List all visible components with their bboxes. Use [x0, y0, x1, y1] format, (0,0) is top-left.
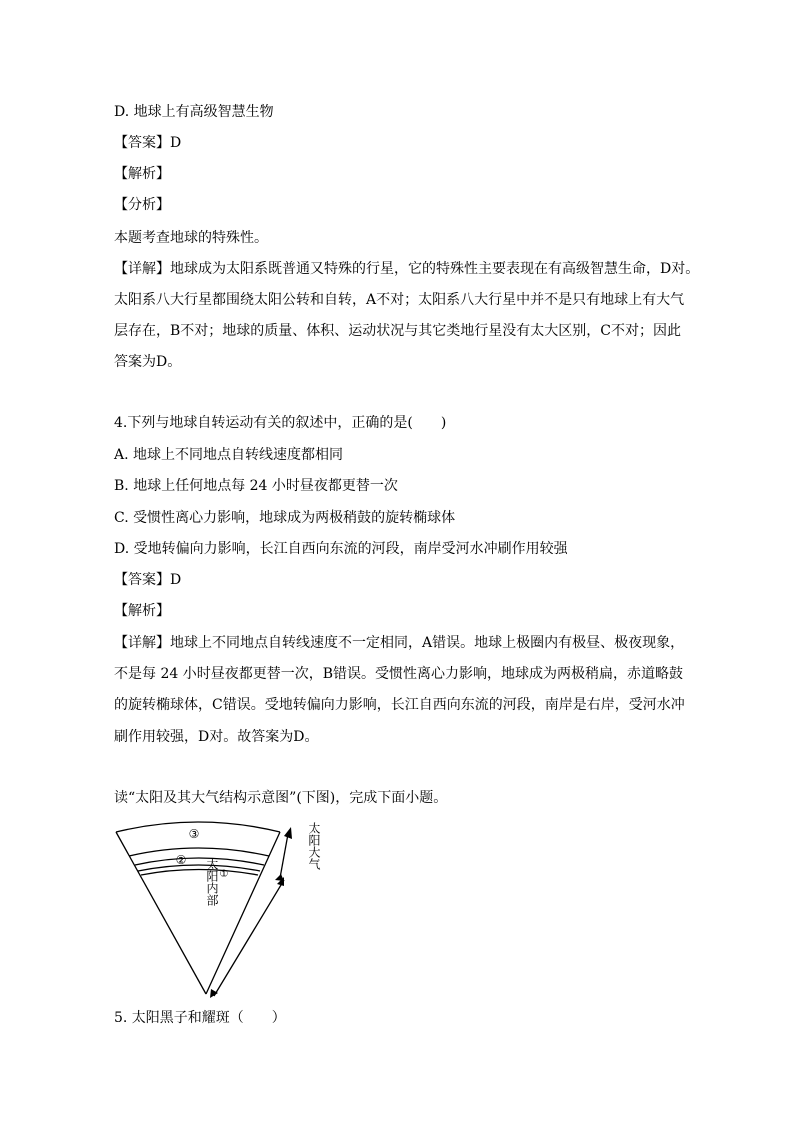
q3-option-d: D. 地球上有高级智慧生物 — [114, 104, 274, 120]
q4-option-a: A. 地球上不同地点自转线速度都相同 — [114, 447, 344, 463]
layer2-label: ② — [175, 853, 187, 867]
arrowhead — [284, 827, 292, 839]
q3-analysis-heading: 【解析】 — [114, 166, 170, 182]
sun-structure-diagram — [108, 812, 338, 1002]
layer-boundary-arc — [129, 848, 269, 856]
q4-detail-line: 的旋转椭球体，C错误。受地转偏向力影响，长江自西向东流的河段，南岸是右岸，受河水冲 — [114, 697, 685, 713]
atmosphere-label: 太阳大气 — [307, 822, 321, 870]
q3-detail-line: 太阳系八大行星都围绕太阳公转和自转，A不对；太阳系八大行星中并不是只有地球上有大气 — [114, 292, 685, 308]
reading-intro: 读“太阳及其大气结构示意图”(下图)，完成下面小题。 — [114, 790, 448, 806]
q4-detail-line: 刷作用较强，D对。故答案为D。 — [114, 729, 319, 745]
q3-detail-line: 答案为D。 — [114, 354, 182, 370]
interior-label: 太阳内部 — [205, 858, 219, 906]
interior-arrow — [214, 880, 284, 996]
q3-answer: 【答案】D — [114, 135, 182, 151]
layer1-label: ① — [219, 869, 229, 880]
q3-detail-line: 层存在，B不对；地球的质量、体积、运动状况与其它类地行星没有太大区别，C不对；因此 — [114, 323, 681, 339]
q4-detail-line: 不是每 24 小时昼夜都更替一次，B错误。受惯性离心力影响，地球成为两极稍扁，赤道略鼓 — [114, 666, 684, 682]
atmosphere-arrow — [280, 834, 288, 878]
layer3-label: ③ — [188, 827, 200, 841]
q3-fenxi-heading: 【分析】 — [114, 197, 170, 213]
q3-detail-line: 【详解】地球成为太阳系既普通又特殊的行星，它的特殊性主要表现在有高级智慧生命，D对。 — [114, 261, 700, 277]
q4-detail-line: 【详解】地球上不同地点自转线速度不一定相同，A错误。地球上极圈内有极昼、极夜现象， — [114, 635, 685, 651]
q4-analysis-heading: 【解析】 — [114, 603, 170, 619]
q4-option-d: D. 受地转偏向力影响，长江自西向东流的河段，南岸受河水冲刷作用较强 — [114, 541, 568, 557]
layer-boundary-arc — [141, 870, 258, 876]
arrowhead — [275, 874, 284, 881]
q4-stem: 4.下列与地球自转运动有关的叙述中，正确的是( ) — [114, 415, 447, 431]
q4-option-b: B. 地球上任何地点每 24 小时昼夜都更替一次 — [114, 478, 398, 494]
q4-answer: 【答案】D — [114, 572, 182, 588]
q3-fenxi-text: 本题考查地球的特殊性。 — [114, 230, 268, 246]
layer-boundary-arc — [135, 858, 264, 865]
q4-option-c: C. 受惯性离心力影响，地球成为两极稍鼓的旋转椭球体 — [114, 510, 456, 526]
q5-stem: 5. 太阳黑子和耀斑（ ） — [114, 1010, 286, 1026]
